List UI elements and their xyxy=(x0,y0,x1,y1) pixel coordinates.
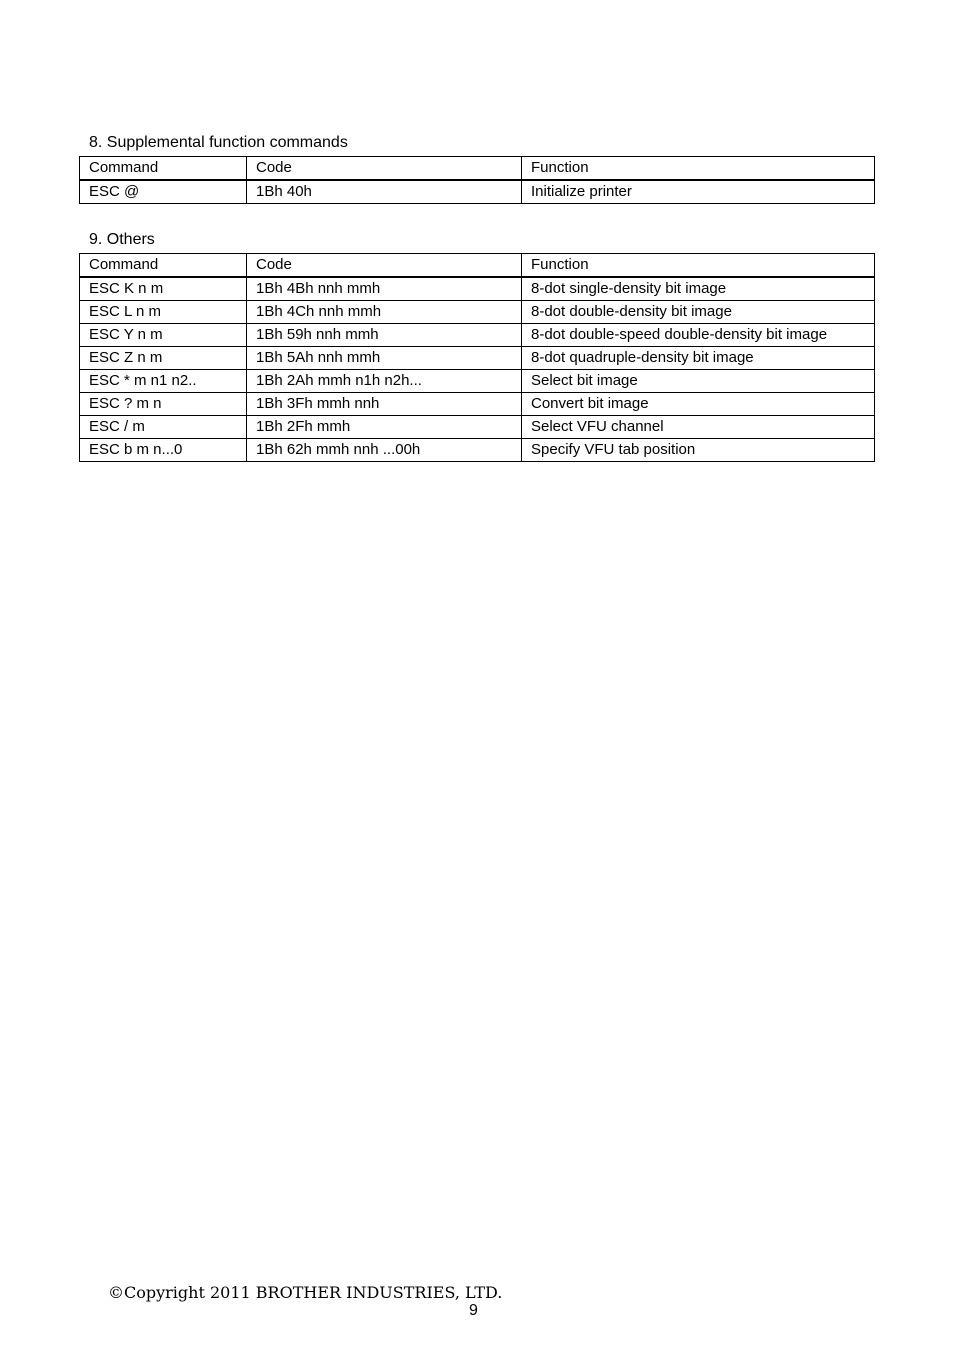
function-cell: Select VFU channel xyxy=(522,416,875,439)
code-cell: 1Bh 59h nnh mmh xyxy=(247,324,522,347)
code-cell: 1Bh 5Ah nnh mmh xyxy=(247,347,522,370)
function-cell: Initialize printer xyxy=(522,180,875,204)
function-cell: 8-dot double-density bit image xyxy=(522,301,875,324)
code-cell: 1Bh 2Ah mmh n1h n2h... xyxy=(247,370,522,393)
command-cell: ESC Z n m xyxy=(80,347,247,370)
table-row xyxy=(80,393,875,416)
code-cell: 1Bh 40h xyxy=(247,180,522,204)
column-header: Code xyxy=(247,254,522,278)
column-header: Command xyxy=(80,157,247,181)
table-row xyxy=(80,180,875,204)
command-cell: ESC / m xyxy=(80,416,247,439)
command-cell: ESC K n m xyxy=(80,277,247,301)
command-cell: ESC b m n...0 xyxy=(80,439,247,462)
command-cell: ESC @ xyxy=(80,180,247,204)
section-8-title: 8. Supplemental function commands xyxy=(89,134,348,151)
function-cell: 8-dot single-density bit image xyxy=(522,277,875,301)
function-cell: 8-dot double-speed double-density bit image xyxy=(522,324,875,347)
column-header: Command xyxy=(80,254,247,278)
function-cell: Specify VFU tab position xyxy=(522,439,875,462)
table-row xyxy=(80,277,875,301)
command-cell: ESC L n m xyxy=(80,301,247,324)
column-header: Function xyxy=(522,254,875,278)
table-row xyxy=(80,370,875,393)
table-header-row xyxy=(80,254,875,278)
code-cell: 1Bh 3Fh mmh nnh xyxy=(247,393,522,416)
command-cell: ESC Y n m xyxy=(80,324,247,347)
table-row xyxy=(80,347,875,370)
code-cell: 1Bh 4Bh nnh mmh xyxy=(247,277,522,301)
table-row xyxy=(80,439,875,462)
page-number: 9 xyxy=(469,1302,478,1319)
column-header: Code xyxy=(247,157,522,181)
table-row xyxy=(80,301,875,324)
function-cell: Convert bit image xyxy=(522,393,875,416)
others-commands-table xyxy=(79,253,875,462)
copyright-notice: ©Copyright 2011 BROTHER INDUSTRIES, LTD. xyxy=(108,1283,503,1302)
function-cell: Select bit image xyxy=(522,370,875,393)
section-9-title: 9. Others xyxy=(89,231,155,248)
table-row xyxy=(80,324,875,347)
function-cell: 8-dot quadruple-density bit image xyxy=(522,347,875,370)
code-cell: 1Bh 2Fh mmh xyxy=(247,416,522,439)
code-cell: 1Bh 4Ch nnh mmh xyxy=(247,301,522,324)
command-cell: ESC * m n1 n2.. xyxy=(80,370,247,393)
code-cell: 1Bh 62h mmh nnh ...00h xyxy=(247,439,522,462)
table-header-row xyxy=(80,157,875,181)
column-header: Function xyxy=(522,157,875,181)
table-row xyxy=(80,416,875,439)
command-cell: ESC ? m n xyxy=(80,393,247,416)
supplemental-commands-table xyxy=(79,156,875,204)
